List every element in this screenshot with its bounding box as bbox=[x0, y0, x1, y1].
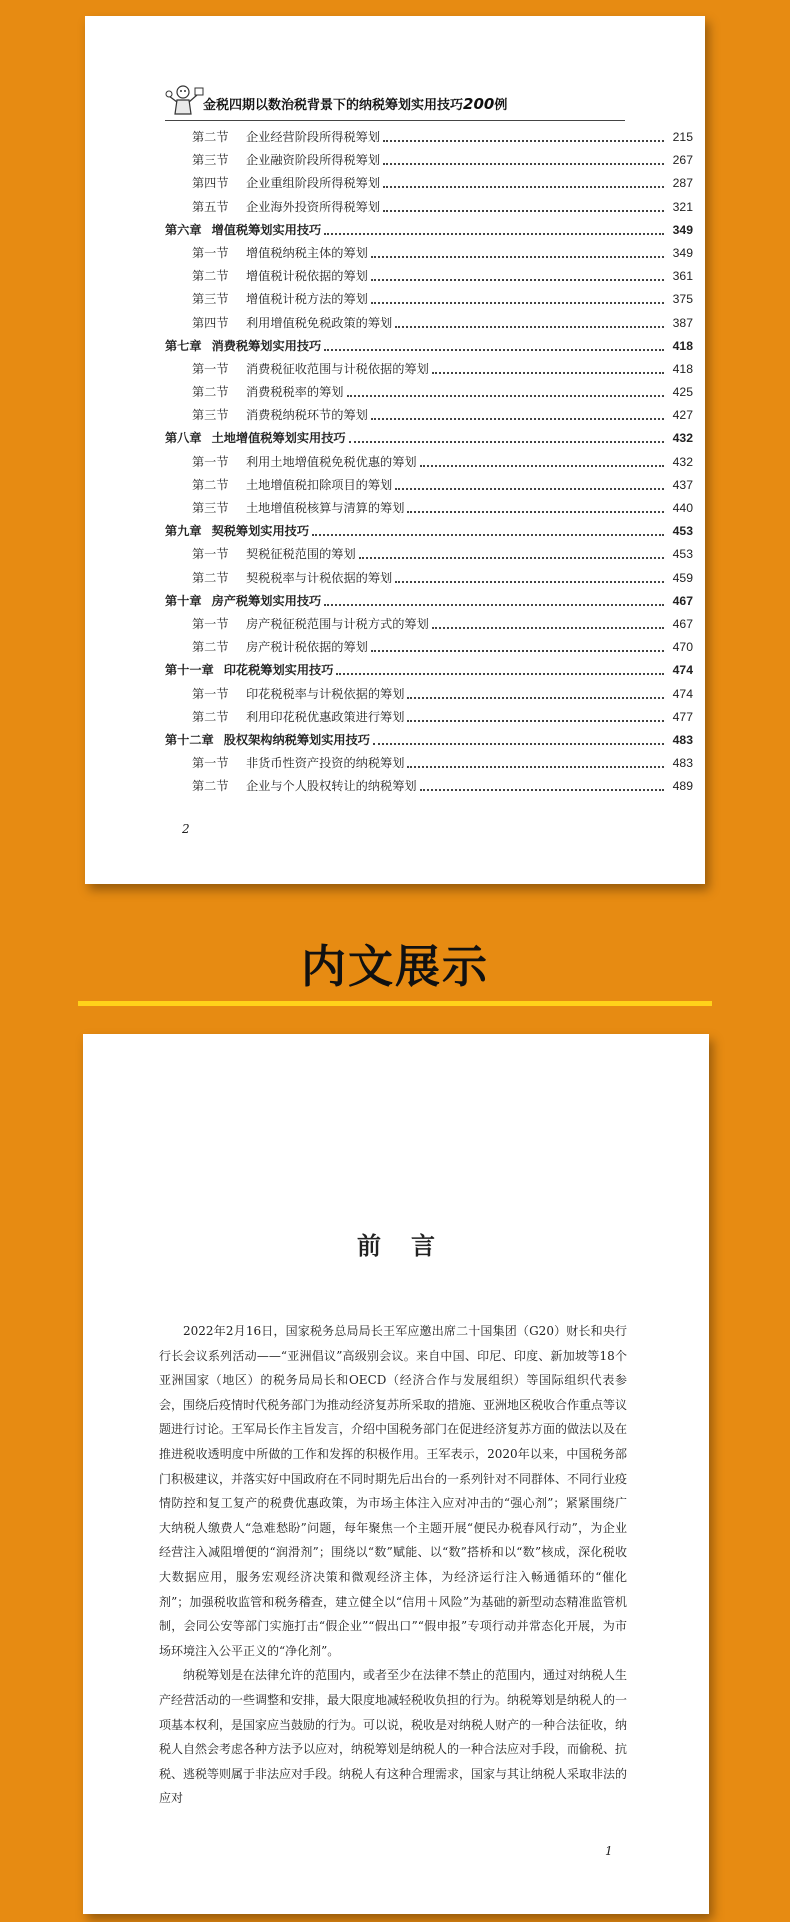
toc-dot-leader bbox=[383, 196, 664, 212]
toc-section-row bbox=[165, 752, 693, 775]
toc-entry-page: 418 bbox=[672, 361, 693, 376]
toc-entry-title: 企业经营阶段所得税筹划 bbox=[246, 130, 381, 144]
toc-section-row bbox=[165, 404, 693, 427]
cartoon-figure-logo-icon bbox=[165, 82, 205, 116]
toc-entry-number: 第一节 bbox=[192, 547, 229, 562]
toc-entry-number: 第九章 bbox=[165, 524, 202, 539]
preface-paragraph: 2022年2月16日，国家税务总局局长王军应邀出席二十国集团（G20）财长和央行行长会议系列活动——“亚洲倡议”高级别会议。来自中国、印尼、印度、新加坡等18个亚洲国家（地区）的税务局局长和OECD（经济合作与发展组织）等国际组织代表参会，围绕后疫情时代税务部门为推动经济复苏所采取的措施、亚洲地区税收合作重点等议题进行讨论。王军局长作主旨发言，介绍中国税务部门在促进经济复苏方面的做法以及在推进税收透明度中所做的工作和发挥的积极作用。王军表示，2020年以来，中国税务部门积极建议，并落实好中国政府在不同时期先后出台的一系列针对不同群体、不同行业疫情防控和复工复产的税费优惠政策，为市场主体注入应对冲击的“强心剂”；紧紧围绕广大纳税人缴费人“急难愁盼”问题，每年聚焦一个主题开展“便民办税春风行动”，为企业经营注入减阻增便的“润滑剂”；围绕以“数”赋能、以“数”搭桥和以“数”核成，深化税收大数据应用，服务宏观经济决策和微观经济主体，为经济运行注入畅通循环的“催化剂”；加强税收监管和税务稽查，建立健全以“信用＋风险”为基础的新型动态精准监管机制，会同公安等部门实施打击“假企业”“假出口”“假申报”专项行动并常态化开展，为市场环境注入公平正义的“净化剂”。 bbox=[159, 1324, 628, 1658]
toc-entry-page: 453 bbox=[672, 547, 693, 562]
toc-section-row bbox=[165, 543, 693, 566]
toc-entry-number: 第三节 bbox=[192, 292, 229, 307]
toc-section-row bbox=[165, 474, 693, 497]
toc-section-row bbox=[165, 567, 693, 590]
section-banner-title: 内文展示 bbox=[300, 940, 489, 993]
toc-entry-number: 第一节 bbox=[192, 454, 229, 469]
toc-dot-leader bbox=[383, 172, 664, 188]
toc-entry-page: 467 bbox=[672, 616, 693, 631]
toc-entry-number: 第十章 bbox=[165, 593, 202, 608]
toc-entry-page: 459 bbox=[672, 570, 693, 585]
toc-section-row bbox=[165, 613, 693, 636]
toc-dot-leader bbox=[420, 451, 664, 467]
toc-entry-number: 第一节 bbox=[192, 361, 229, 376]
toc-entry-title: 契税筹划实用技巧 bbox=[211, 524, 310, 539]
toc-dot-leader bbox=[420, 775, 664, 791]
toc-chapter-row bbox=[165, 520, 693, 543]
running-head-title bbox=[203, 94, 507, 113]
toc-entry-number: 第一节 bbox=[192, 616, 229, 631]
toc-section-row bbox=[165, 172, 693, 195]
toc-chapter-row bbox=[165, 590, 693, 613]
toc-dot-leader bbox=[432, 358, 664, 374]
toc-dot-leader bbox=[371, 265, 664, 281]
toc-section-row bbox=[165, 312, 693, 335]
toc-dot-leader bbox=[324, 219, 664, 235]
toc-entry-title: 企业重组阶段所得税筹划 bbox=[246, 176, 381, 191]
toc-entry-number: 第三节 bbox=[192, 408, 229, 423]
toc-entry-number: 第二节 bbox=[192, 709, 229, 724]
toc-entry-title: 增值税筹划实用技巧 bbox=[211, 222, 322, 237]
running-head-suffix: 例 bbox=[494, 98, 508, 113]
toc-entry-page: 483 bbox=[672, 756, 693, 771]
toc-entry-number: 第二节 bbox=[192, 640, 229, 655]
toc-dot-leader bbox=[383, 126, 664, 142]
toc-dot-leader bbox=[395, 474, 664, 490]
toc-dot-leader bbox=[373, 729, 664, 745]
toc-entry-title: 增值税纳税主体的筹划 bbox=[246, 245, 368, 260]
toc-chapter-row bbox=[165, 335, 693, 358]
toc-dot-leader bbox=[432, 613, 664, 629]
toc-chapter-row bbox=[165, 219, 693, 242]
toc-entry-title: 消费税筹划实用技巧 bbox=[211, 338, 322, 353]
toc-list bbox=[165, 126, 693, 798]
toc-entry-title: 消费税征收范围与计税依据的筹划 bbox=[246, 361, 429, 376]
toc-section-row bbox=[165, 242, 693, 265]
toc-dot-leader bbox=[336, 659, 664, 675]
toc-entry-title: 股权架构纳税筹划实用技巧 bbox=[223, 732, 370, 747]
toc-chapter-row bbox=[165, 427, 693, 450]
toc-entry-title: 企业海外投资所得税筹划 bbox=[246, 199, 381, 214]
toc-dot-leader bbox=[383, 149, 664, 165]
toc-entry-page: 361 bbox=[672, 269, 693, 284]
page-number: 2 bbox=[182, 822, 190, 836]
preface-body bbox=[159, 1319, 627, 1811]
toc-dot-leader bbox=[349, 427, 664, 443]
toc-entry-title: 土地增值税扣除项目的筹划 bbox=[246, 477, 393, 492]
toc-section-row bbox=[165, 288, 693, 311]
toc-dot-leader bbox=[324, 590, 664, 606]
toc-entry-page: 467 bbox=[672, 593, 693, 608]
toc-entry-page: 267 bbox=[672, 153, 693, 168]
toc-entry-number: 第二节 bbox=[192, 385, 229, 400]
banner-underline bbox=[78, 1001, 712, 1006]
toc-entry-title: 企业融资阶段所得税筹划 bbox=[246, 153, 381, 168]
toc-dot-leader bbox=[371, 288, 664, 304]
page-number: 1 bbox=[605, 1844, 613, 1858]
toc-entry-number: 第三节 bbox=[192, 153, 229, 168]
toc-entry-number: 第二节 bbox=[192, 779, 229, 794]
toc-entry-number: 第二节 bbox=[192, 269, 229, 284]
toc-entry-title: 印花税税率与计税依据的筹划 bbox=[246, 686, 405, 701]
toc-entry-title: 利用增值税免税政策的筹划 bbox=[246, 315, 393, 330]
toc-entry-number: 第一节 bbox=[192, 756, 229, 771]
toc-entry-title: 增值税计税依据的筹划 bbox=[246, 269, 368, 284]
running-head bbox=[165, 74, 625, 122]
toc-section-row bbox=[165, 497, 693, 520]
running-head-rule bbox=[165, 120, 625, 121]
toc-dot-leader bbox=[407, 706, 664, 722]
toc-entry-title: 契税征税范围的筹划 bbox=[246, 547, 356, 562]
toc-entry-number: 第四节 bbox=[192, 315, 229, 330]
toc-entry-number: 第七章 bbox=[165, 338, 202, 353]
toc-entry-title: 印花税筹划实用技巧 bbox=[223, 663, 334, 678]
toc-dot-leader bbox=[395, 567, 664, 583]
running-head-title-text: 金税四期以数治税背景下的纳税筹划实用技巧 bbox=[203, 98, 464, 113]
toc-entry-title: 消费税税率的筹划 bbox=[246, 385, 344, 400]
toc-entry-page: 321 bbox=[672, 199, 693, 214]
toc-entry-page: 453 bbox=[672, 524, 693, 539]
toc-dot-leader bbox=[407, 683, 664, 699]
toc-entry-page: 215 bbox=[672, 130, 693, 144]
toc-section-row bbox=[165, 381, 693, 404]
toc-section-row bbox=[165, 451, 693, 474]
toc-entry-title: 房产税筹划实用技巧 bbox=[211, 593, 322, 608]
toc-entry-page: 474 bbox=[672, 663, 693, 678]
preface-paragraph: 纳税筹划是在法律允许的范围内，或者至少在法律不禁止的范围内，通过对纳税人生产经营活动的一些调整和安排，最大限度地减轻税收负担的行为。纳税筹划是纳税人的一项基本权利，是国家应当鼓励的行为。可以说，税收是对纳税人财产的一种合法征收，纳税人自然会考虑各种方法予以应对，纳税筹划是纳税人的一种合法应对手段，而偷税、抗税、逃税等则属于非法应对手段。纳税人有这种合理需求，国家与其让纳税人采取非法的应对 bbox=[159, 1668, 628, 1806]
toc-entry-page: 427 bbox=[672, 408, 693, 423]
toc-entry-page: 440 bbox=[672, 501, 693, 515]
toc-entry-title: 房产税计税依据的筹划 bbox=[246, 640, 368, 655]
toc-dot-leader bbox=[324, 335, 664, 351]
toc-page bbox=[85, 16, 705, 884]
toc-entry-page: 425 bbox=[672, 385, 693, 400]
toc-entry-page: 437 bbox=[672, 477, 693, 492]
toc-entry-number: 第二节 bbox=[192, 477, 229, 492]
toc-entry-page: 387 bbox=[672, 315, 693, 330]
toc-section-row bbox=[165, 683, 693, 706]
toc-section-row bbox=[165, 149, 693, 172]
toc-entry-page: 287 bbox=[672, 176, 693, 191]
toc-entry-number: 第十一章 bbox=[165, 663, 214, 678]
toc-entry-title: 土地增值税核算与清算的筹划 bbox=[246, 501, 405, 515]
toc-entry-page: 349 bbox=[672, 222, 693, 237]
toc-entry-page: 349 bbox=[672, 245, 693, 260]
toc-dot-leader bbox=[312, 520, 664, 536]
toc-chapter-row bbox=[165, 729, 693, 752]
toc-entry-number: 第八章 bbox=[165, 431, 202, 446]
toc-section-row bbox=[165, 265, 693, 288]
preface-page bbox=[83, 1034, 709, 1914]
toc-entry-title: 企业与个人股权转让的纳税筹划 bbox=[246, 779, 417, 794]
toc-dot-leader bbox=[407, 497, 664, 513]
toc-dot-leader bbox=[371, 404, 664, 420]
toc-section-row bbox=[165, 196, 693, 219]
toc-section-row bbox=[165, 706, 693, 729]
toc-entry-number: 第六章 bbox=[165, 222, 202, 237]
toc-entry-page: 375 bbox=[672, 292, 693, 307]
toc-entry-page: 432 bbox=[672, 454, 693, 469]
toc-entry-title: 房产税征税范围与计税方式的筹划 bbox=[246, 616, 429, 631]
toc-entry-page: 418 bbox=[672, 338, 693, 353]
toc-entry-number: 第二节 bbox=[192, 130, 229, 144]
toc-entry-number: 第一节 bbox=[192, 686, 229, 701]
preface-title: 前言 bbox=[357, 1231, 465, 1260]
toc-entry-number: 第一节 bbox=[192, 245, 229, 260]
toc-entry-page: 470 bbox=[672, 640, 693, 655]
toc-dot-leader bbox=[359, 543, 664, 559]
toc-entry-number: 第三节 bbox=[192, 501, 229, 515]
toc-entry-title: 利用印花税优惠政策进行筹划 bbox=[246, 709, 405, 724]
toc-entry-page: 432 bbox=[672, 431, 693, 446]
toc-entry-page: 477 bbox=[672, 709, 693, 724]
toc-chapter-row bbox=[165, 659, 693, 682]
toc-section-row bbox=[165, 775, 693, 798]
toc-dot-leader bbox=[395, 312, 664, 328]
toc-entry-title: 消费税纳税环节的筹划 bbox=[246, 408, 368, 423]
toc-entry-title: 利用土地增值税免税优惠的筹划 bbox=[246, 454, 417, 469]
toc-entry-number: 第十二章 bbox=[165, 732, 214, 747]
toc-entry-title: 非货币性资产投资的纳税筹划 bbox=[246, 756, 405, 771]
toc-entry-page: 483 bbox=[672, 732, 693, 747]
toc-entry-page: 489 bbox=[672, 779, 693, 794]
toc-section-row bbox=[165, 358, 693, 381]
toc-dot-leader bbox=[371, 242, 664, 258]
toc-section-row bbox=[165, 636, 693, 659]
toc-section-row bbox=[165, 126, 693, 149]
toc-dot-leader bbox=[371, 636, 664, 652]
toc-entry-number: 第二节 bbox=[192, 570, 229, 585]
toc-entry-number: 第四节 bbox=[192, 176, 229, 191]
toc-entry-title: 契税税率与计税依据的筹划 bbox=[246, 570, 393, 585]
toc-entry-title: 增值税计税方法的筹划 bbox=[246, 292, 368, 307]
toc-entry-number: 第五节 bbox=[192, 199, 229, 214]
toc-dot-leader bbox=[347, 381, 665, 397]
toc-entry-title: 土地增值税筹划实用技巧 bbox=[211, 431, 346, 446]
toc-entry-page: 474 bbox=[672, 686, 693, 701]
running-head-number: 200 bbox=[463, 95, 495, 113]
toc-dot-leader bbox=[407, 752, 664, 768]
